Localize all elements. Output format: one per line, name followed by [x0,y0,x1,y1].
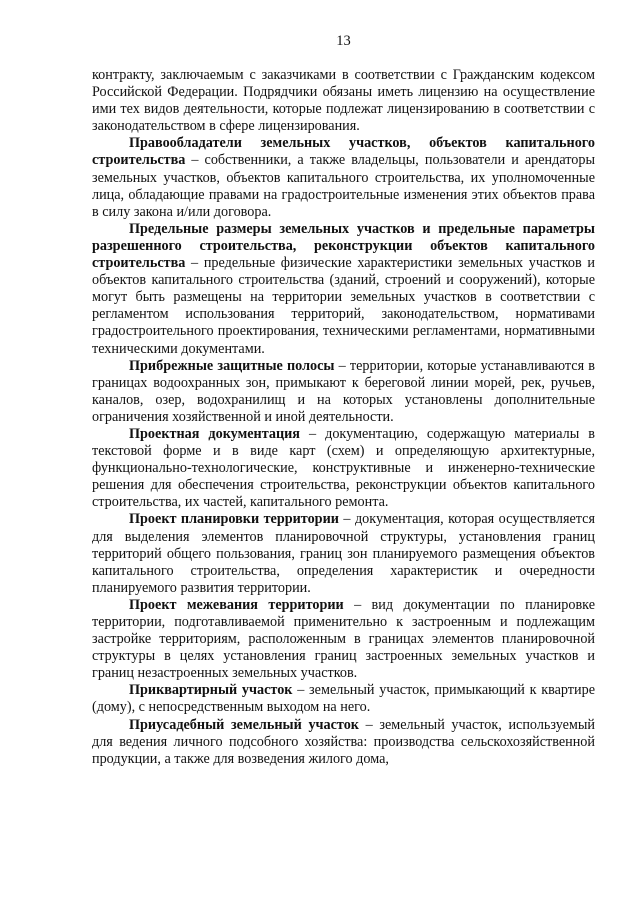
paragraph-continuation [92,67,595,135]
definition-limit-sizes [92,221,595,358]
definition-text: – предельные физические характеристики земельных участков и объектов капитального строительства (зданий, строений и сооружений), которые могут быть размещены на территории земельных участков в соответствии с регламентом использования территорий, законодательством, нормативами градостроительного проектирования, техническими регламентами, нормативными техническими документами. [92,255,595,357]
definition-project-documentation [92,426,595,511]
definition-text: – документация, которая осуществляется для выделения элементов планировочной структуры, установления границ территорий общего пользования, границ зон планируемого размещения объектов капитального строительства, определения характеристик и очередности планируемого развития территории. [92,511,595,596]
definition-text: – территории, которые устанавливаются в границах водоохранных зон, примыкают к береговой линии морей, рек, ручьев, каналов, озер, водохранилищ и на которых установлены дополнительные ограничения хозяйственной и иной деятельности. [92,357,595,425]
page-number: 13 [336,33,351,49]
definition-term: Прибрежные защитные полосы [129,357,335,374]
definition-text: – вид документации по планировке территории, подготавливаемой применительно к застроенным и подлежащим застройке территориям, расположенным в границах элементов планировочной структуры в целях установления границ застроенных земельных участков и границ незастроенных земельных участков. [92,596,595,682]
definition-rights-holders [92,135,595,220]
definition-land-surveying-project [92,597,595,682]
definition-term: Предельные размеры земельных участков и предельные параметры разрешенного строительства, реконструкции объектов капитального строительства [92,220,595,272]
definition-term: Приусадебный земельный участок [129,716,359,733]
document-body [92,67,595,768]
definition-text: – документацию, содержащую материалы в текстовой форме и в виде карт (схем) и определяющую архитектурные, функционально-технологические, конструктивные и инженерно-технические решения для обеспечения строительства, реконструкции объектов капитального строительства, их частей, капитального ремонта. [92,425,595,511]
definition-text: – собственники, а также владельцы, пользователи и арендаторы земельных участков, объектов капитального строительства, их уполномоченные лица, обладающие правами на градостроительные изменения этих объектов права в силу закона и/или договора. [92,152,595,220]
definition-text: – земельный участок, используемый для ведения личного подсобного хозяйства: производства сельскохозяйственной продукции, а также для возведения жилого дома, [92,716,595,767]
paragraph-text: контракту, заключаемым с заказчиками в соответствии с Гражданским кодексом Российской Федерации. Подрядчики обязаны иметь лицензию на осуществление ими тех видов деятельности, которые подлежат лицензированию в соответствии с законодательством в сфере лицензирования. [92,67,595,135]
definition-apartment-plot [92,682,595,716]
definition-term: Проектная документация [129,425,300,442]
definition-term: Проект планировки территории [129,511,339,528]
definition-text: – земельный участок, примыкающий к квартире (дому), с непосредственным выходом на него. [92,682,595,716]
definition-household-plot [92,717,595,768]
definition-coastal-strips [92,358,595,426]
definition-territory-planning-project [92,511,595,596]
definition-term: Приквартирный участок [129,682,293,699]
definition-term: Проект межевания территории [129,596,344,613]
definition-term: Правообладатели земельных участков, объектов капитального строительства [92,135,595,169]
